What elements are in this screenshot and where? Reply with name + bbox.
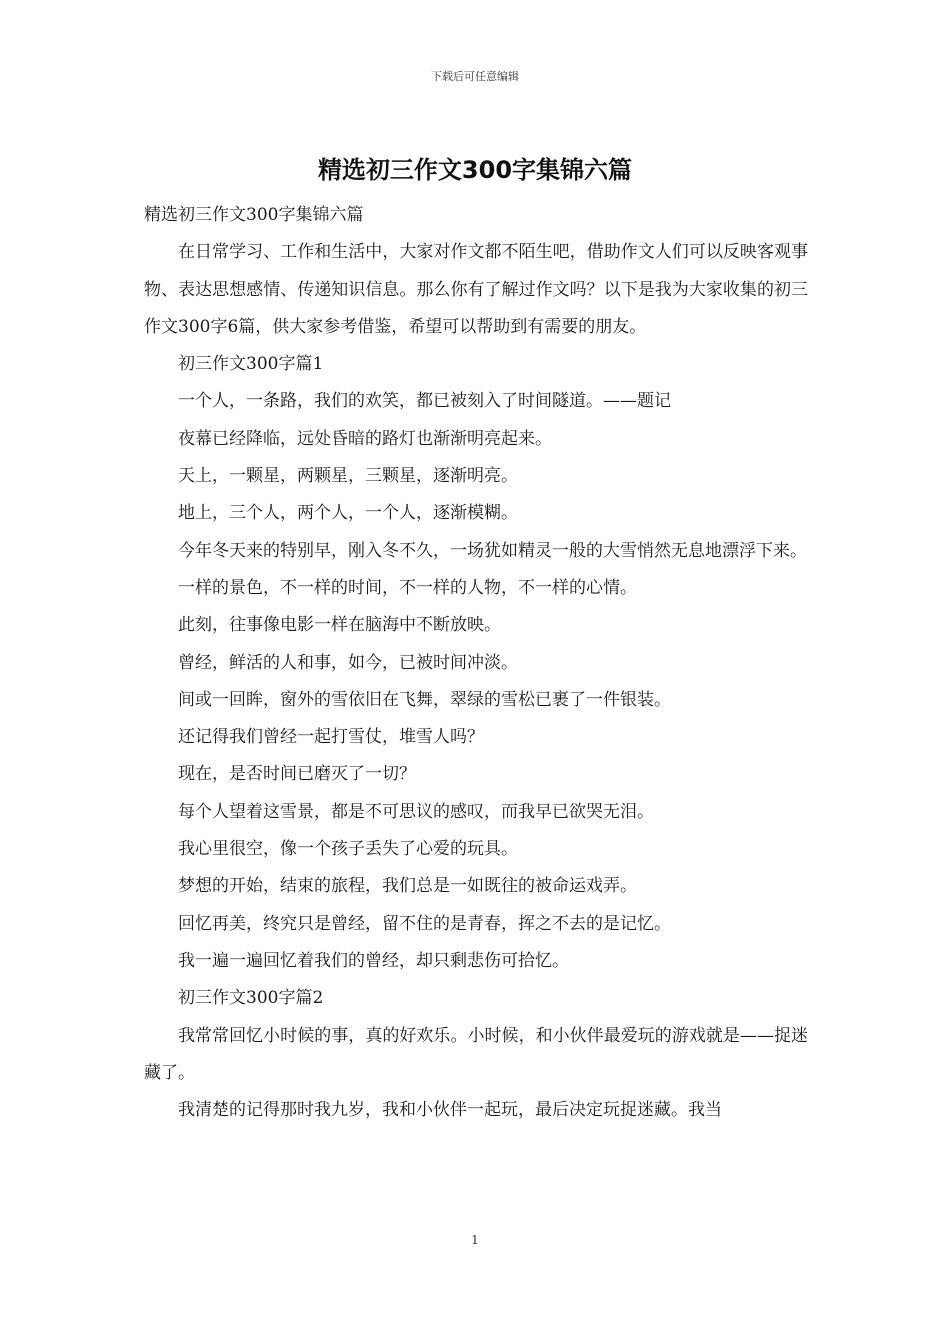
paragraph: 现在，是否时间已磨灭了一切？	[178, 764, 416, 785]
paragraph: 回忆再美，终究只是曾经，留不住的是青春，挥之不去的是记忆。	[178, 913, 671, 934]
paragraph: 每个人望着这雪景，都是不可思议的感叹，而我早已欲哭无泪。	[178, 801, 654, 822]
paragraph: 初三作文300字篇1	[178, 354, 324, 375]
paragraph: 我一遍一遍回忆着我们的曾经，却只剩悲伤可拾忆。	[178, 950, 569, 971]
paragraph: 地上，三个人，两个人，一个人，逐渐模糊。	[178, 503, 518, 524]
paragraph: 我清楚的记得那时我九岁，我和小伙伴一起玩，最后决定玩捉迷藏。我当	[178, 1100, 722, 1121]
paragraph: 一样的景色，不一样的时间，不一样的人物，不一样的心情。	[178, 577, 637, 598]
paragraph: 曾经，鲜活的人和事，如今，已被时间冲淡。	[178, 652, 518, 673]
paragraph: 在日常学习、工作和生活中，大家对作文都不陌生吧，借助作文人们可以反映客观事物、表达思想感情、传递知识信息。那么你有了解过作文吗？以下是我为大家收集的初三作文300字6篇，供大家参考借鉴，希望可以帮助到有需要的朋友。	[144, 242, 808, 337]
paragraph: 还记得我们曾经一起打雪仗，堆雪人吗？	[178, 727, 484, 748]
paragraph: 梦想的开始，结束的旅程，我们总是一如既往的被命运戏弄。	[178, 876, 637, 897]
document-title: 精选初三作文300字集锦六篇	[317, 156, 633, 184]
paragraph: 我心里很空，像一个孩子丢失了心爱的玩具。	[178, 839, 518, 860]
subtitle-line: 精选初三作文300字集锦六篇	[144, 205, 364, 225]
document-body	[144, 197, 808, 1129]
paragraph: 间或一回眸，窗外的雪依旧在飞舞，翠绿的雪松已裹了一件银装。	[178, 689, 671, 710]
paragraph: 今年冬天来的特别早，刚入冬不久，一场犹如精灵一般的大雪悄然无息地漂浮下来。	[178, 540, 807, 561]
paragraph: 此刻，往事像电影一样在脑海中不断放映。	[178, 615, 501, 636]
paragraph: 一个人，一条路，我们的欢笑，都已被刻入了时间隧道。——题记	[178, 391, 671, 412]
page-number: 1	[471, 1233, 479, 1247]
paragraph: 初三作文300字篇2	[178, 988, 324, 1009]
paragraph: 夜幕已经降临，远处昏暗的路灯也渐渐明亮起来。	[178, 428, 552, 449]
header-note: 下载后可任意编辑	[431, 70, 519, 83]
paragraph: 我常常回忆小时候的事，真的好欢乐。小时候，和小伙伴最爱玩的游戏就是——捉迷藏了。	[144, 1025, 808, 1083]
paragraph: 天上，一颗星，两颗星，三颗星，逐渐明亮。	[178, 466, 518, 487]
